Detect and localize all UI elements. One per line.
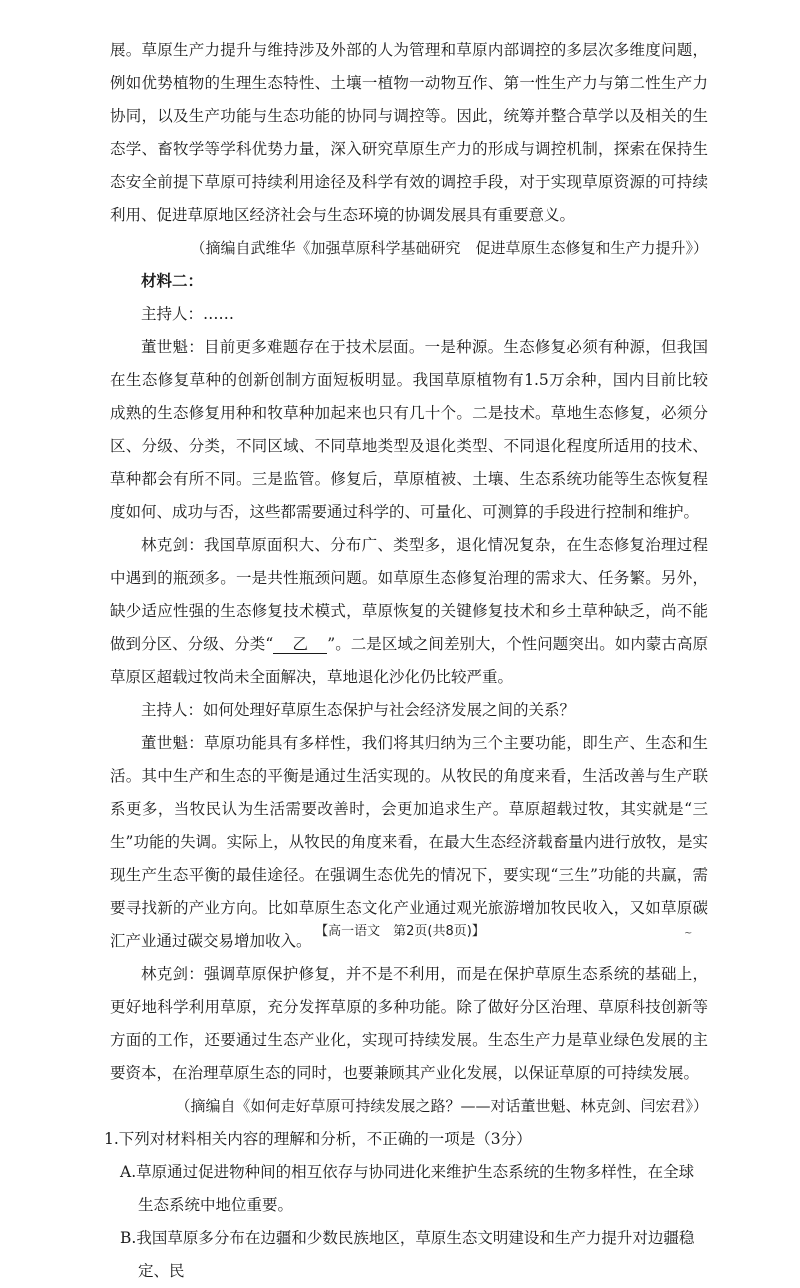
page-footer: 【高一语文 第2页(共8页)】 xyxy=(315,924,485,939)
lin-paragraph-1 xyxy=(110,529,708,694)
material2-heading: 材料二： xyxy=(141,272,204,290)
lin-paragraph-1-part-a: 林克剑：我国草原面积大、分布广、类型多，退化情况复杂，在生态修复治理过程中遇到的瓶颈多。一是共性瓶颈问题。如草原生态修复治理的需求大、任务繁。另外，缺少适应性强的生态修复技术模式，草原恢复的关键修复技术和乡土草种缺乏，尚不能做到分区、分级、分类“ xyxy=(110,536,708,653)
host-line-1: 主持人：…… xyxy=(141,305,235,323)
dong-paragraph-1: 董世魁：目前更多难题存在于技术层面。一是种源。生态修复必须有种源，但我国在生态修复草种的创新创制方面短板明显。我国草原植物有1.5万余种，国内目前比较成熟的生态修复用种和牧草种加起来也只有几十个。二是技术。草地生态修复，必须分区、分级、分类，不同区域、不同草地类型及退化类型、不同退化程度所适用的技术、草种都会有所不同。三是监管。修复后，草原植被、土壤、生态系统功能等生态恢复程度如何、成功与否，这些都需要通过科学的、可量化、可测算的手段进行控制和维护。 xyxy=(110,338,708,521)
material1-continuation: 展。草原生产力提升与维持涉及外部的人为管理和草原内部调控的多层次多维度问题，例如优势植物的生理生态特性、土壤一植物一动物互作、第一性生产力与第二性生产力协同，以及生产功能与生态功能的协同与调控等。因此，统筹并整合草学以及相关的生态学、畜牧学等学科优势力量，深入研究草原生产力的形成与调控机制，探索在保持生态安全前提下草原可持续利用途径及科学有效的调控手段，对于实现草原资源的可持续利用、促进草原地区经济社会与生态环境的协调发展具有重要意义。 xyxy=(110,41,708,224)
host-line-2: 主持人：如何处理好草原生态保护与社会经济发展之间的关系？ xyxy=(141,701,576,719)
dong-paragraph-2: 董世魁：草原功能具有多样性，我们将其归纳为三个主要功能，即生产、生态和生活。其中生产和生态的平衡是通过生活实现的。从牧民的角度来看，生活改善与生产联系更多，当牧民认为生活需要改善时，会更加追求生产。草原超载过牧，其实就是“三生”功能的失调。实际上，从牧民的角度来看，在最大生态经济载畜量内进行放牧，是实现生产生态平衡的最佳途径。在强调生态优先的情况下，要实现“三生”功能的共赢，需要寻找新的产业方向。比如草原生态文化产业通过观光旅游增加牧民收入，又如草原碳汇产业通过碳交易增加收入。 xyxy=(110,734,708,950)
option-b: B.我国草原多分布在边疆和少数民族地区，草原生态文明建设和生产力提升对边疆稳定、民 xyxy=(120,1229,695,1280)
material2-source: （摘编自《如何走好草原可持续发展之路？——对话董世魁、林克剑、闫宏君》） xyxy=(175,1097,708,1115)
lin-paragraph-1-part-b: ”。二是区域之间差别大，个性问题突出。如内蒙古高原草原区超载过牧尚未全面解决，草地退化沙化仍比较严重。 xyxy=(110,635,708,686)
lin-paragraph-2: 林克剑：强调草原保护修复，并不是不利用，而是在保护草原生态系统的基础上，更好地科学利用草原，充分发挥草原的多种功能。除了做好分区治理、草原科技创新等方面的工作，还要通过生态产业化，实现可持续发展。生态生产力是草业绿色发展的主要资本，在治理草原生态的同时，也要兼顾其产业化发展，以保证草原的可持续发展。 xyxy=(110,965,708,1082)
fill-blank-yi: 乙 xyxy=(273,635,327,654)
footer-mark: ~ xyxy=(684,928,693,939)
material1-source: （摘编自武维华《加强草原科学基础研究 促进草原生态修复和生产力提升》） xyxy=(190,239,708,257)
option-a: A.草原通过促进物种间的相互依存与协同进化来维护生态系统的生物多样性，在全球生态系统中地位重要。 xyxy=(120,1163,695,1214)
question-stem: 1.下列对材料相关内容的理解和分析，不正确的一项是（3分） xyxy=(104,1130,532,1148)
